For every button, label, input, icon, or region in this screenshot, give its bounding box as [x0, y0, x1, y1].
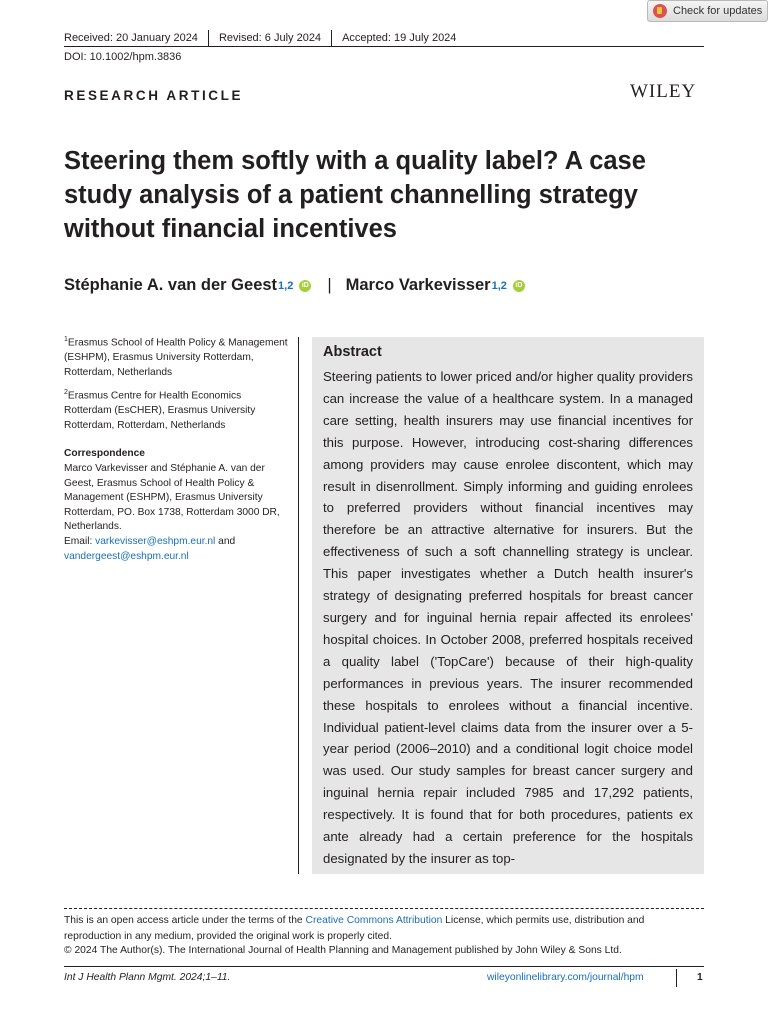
- check-for-updates-button[interactable]: [647, 0, 768, 22]
- email-conjunction: and: [215, 535, 236, 547]
- author-list: [64, 276, 525, 295]
- affiliation-number: 2: [64, 389, 68, 397]
- author-separator: |: [327, 276, 332, 294]
- license-note: [64, 913, 704, 944]
- divider: [208, 30, 209, 46]
- license-link[interactable]: Creative Commons Attribution: [305, 915, 443, 926]
- affiliation: [64, 333, 290, 380]
- page-number: 1: [697, 972, 703, 983]
- license-text: License, which permits use, distribution and reproduction in any medium, provided the original work is properly cited.: [64, 915, 645, 942]
- article-title: Steering them softly with a quality label? A case study analysis of a patient channelling strategy without financial incentives: [64, 147, 646, 243]
- article-type: RESEARCH ARTICLE: [64, 88, 244, 103]
- affiliation-number: 1: [64, 336, 68, 343]
- affiliation-text: Erasmus Centre for Health Economics Rotterdam (EsCHER), Erasmus University Rotterdam, Rotterdam, Netherlands: [64, 390, 256, 431]
- correspondence-heading: Correspondence: [64, 448, 145, 460]
- abstract-box: [312, 337, 704, 874]
- correspondence-text: [64, 462, 290, 564]
- check-for-updates-label: Check for updates: [673, 5, 763, 17]
- journal-citation: Int J Health Plann Mgmt. 2024;1–11.: [64, 972, 231, 983]
- received-date: Received: 20 January 2024: [64, 32, 198, 44]
- affiliation: [64, 386, 290, 433]
- footnote-rule: [64, 908, 704, 909]
- author-name[interactable]: Marco Varkevisser: [345, 276, 491, 294]
- abstract-text: Steering patients to lower priced and/or higher quality providers can increase the value of a healthcare system. In a managed care setting, health insurers may use financial incentives for this purpose. However, introducing cost-sharing differences among providers may cause enrolee discontent, which may result in disenrollment. Simply informing and guiding enrolees to preferred providers without financial incentives may therefore be an attractive alternative for insurers. But the effectiveness of such a soft channelling strategy is unclear. This paper investigates whether a Dutch health insurer's strategy of designating preferred hospitals for breast cancer surgery and for inguinal hernia repair affected its enrolees' hospital choices. In October 2008, preferred hospitals received a quality label ('TopCare') because of their high-quality performances in previous years. The insurer recommended these hospitals to enrolees without a financial incentive. Individual patient-level claims data from the insurer over a 5-year period (2006–2010) and a conditional logit choice model was used. Our study samples for breast cancer surgery and inguinal hernia repair included 7985 and 17,292 patients, respectively. It is found that for both procedures, patients ex ante already had a certain preference for the hospitals designated by the insurer as top-: [323, 369, 693, 866]
- publisher-logo: WILEY: [630, 81, 697, 102]
- author-affiliation-ref[interactable]: 1,2: [278, 279, 294, 292]
- divider: [331, 30, 332, 46]
- crossmark-icon: [653, 4, 667, 18]
- affiliation-text: Erasmus School of Health Policy & Management (ESHPM), Erasmus University Rotterdam, Rotterdam, Netherlands: [64, 337, 288, 378]
- accepted-date: Accepted: 19 July 2024: [342, 32, 457, 44]
- abstract-heading: Abstract: [323, 344, 382, 360]
- orcid-icon[interactable]: iD: [299, 280, 311, 292]
- journal-url[interactable]: wileyonlinelibrary.com/journal/hpm: [487, 972, 644, 983]
- header-rule: [64, 46, 704, 47]
- affiliations-column: [64, 333, 290, 570]
- doi[interactable]: DOI: 10.1002/hpm.3836: [64, 51, 182, 63]
- correspondence-address: Marco Varkevisser and Stéphanie A. van der Geest, Erasmus School of Health Policy & Management (ESHPM), Erasmus University Rotterdam, PO. Box 1738, Rotterdam 3000 DR, Netherlands.: [64, 462, 280, 533]
- orcid-icon[interactable]: iD: [513, 280, 525, 292]
- author-name[interactable]: Stéphanie A. van der Geest: [64, 276, 278, 294]
- email-label: Email:: [64, 535, 96, 547]
- author-affiliation-ref[interactable]: 1,2: [491, 279, 507, 292]
- dates-bar: [64, 30, 704, 46]
- copyright: © 2024 The Author(s). The International Journal of Health Planning and Management published by John Wiley & Sons Ltd.: [64, 945, 622, 956]
- column-divider: [298, 337, 299, 874]
- email-link[interactable]: varkevisser@eshpm.eur.nl: [95, 535, 216, 547]
- email-link[interactable]: vandergeest@eshpm.eur.nl: [64, 550, 189, 562]
- footer-rule: [64, 966, 704, 967]
- license-text: This is an open access article under the terms of the: [64, 915, 306, 926]
- revised-date: Revised: 6 July 2024: [218, 32, 322, 44]
- footer-divider: [676, 969, 677, 987]
